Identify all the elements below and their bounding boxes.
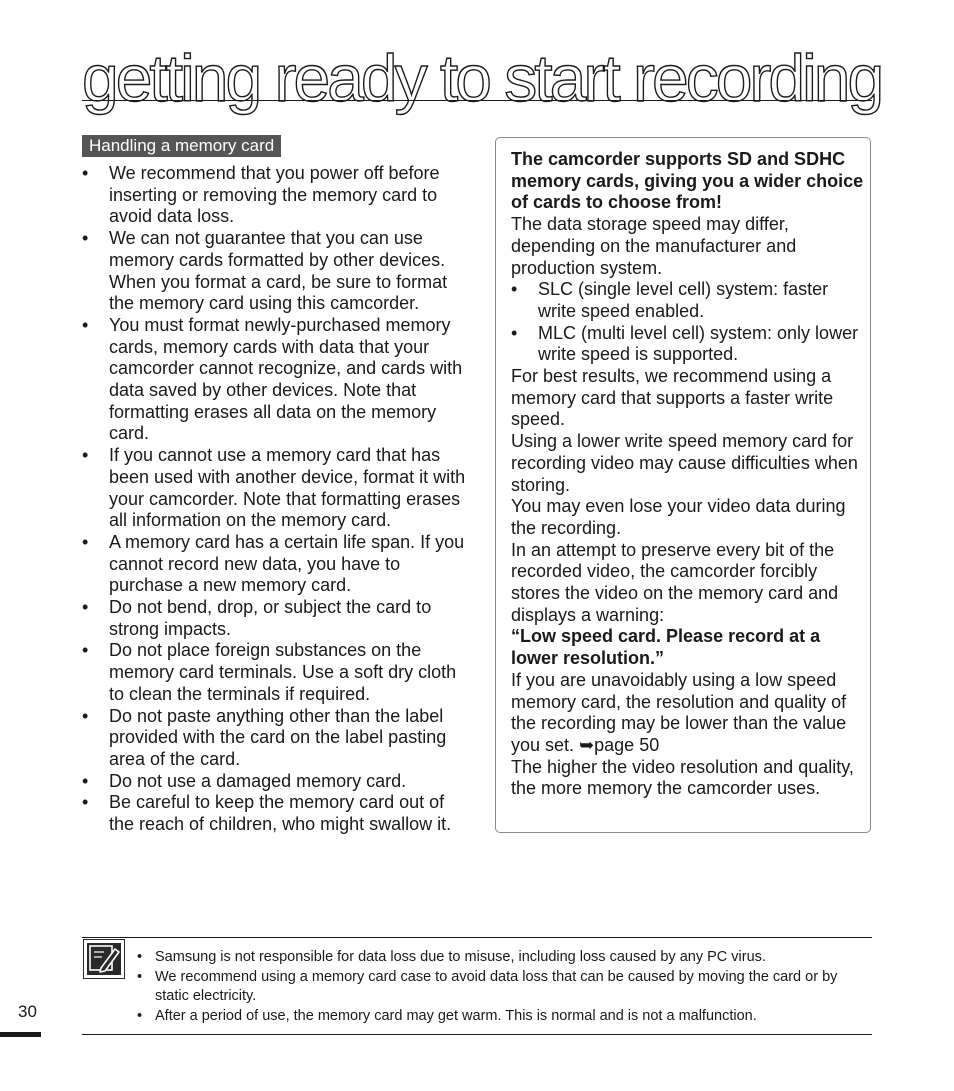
note-list [137,948,872,1026]
list-item: • We can not guarantee that you can use memory cards formatted by other devices. When you format a card, be sure to format the memory card using this camcorder. [82,228,472,315]
list-item: • Samsung is not responsible for data loss due to misuse, including loss caused by any PC virus. [137,948,872,968]
list-item: • You must format newly-purchased memory cards, memory cards with data that your camcorder cannot recognize, and cards with data saved by other devices. Note that formatting erases all data on the memory card. [82,315,472,445]
page-number: 30 [18,1002,37,1021]
info-box-paragraph-text: If you are unavoidably using a low speed memory card, the resolution and quality of the recording may be lower than the value you set. [511,669,847,755]
list-item: • After a period of use, the memory card may get warm. This is normal and is not a malfunction. [137,1007,872,1027]
list-item: • Do not paste anything other than the label provided with the card on the label pasting area of the card. [82,706,472,771]
list-item: • If you cannot use a memory card that has been used with another device, format it with your camcorder. Note that formatting erases all information on the memory card. [82,445,472,532]
info-box-paragraph: You may even lose your video data during the recording. [511,496,846,538]
info-box-paragraph [511,670,866,757]
note-pencil-icon [84,940,124,978]
list-item: • Do not use a damaged memory card. [82,771,472,793]
list-item: • Be careful to keep the memory card out of the reach of children, who might swallow it. [82,792,472,835]
info-box [495,137,871,833]
list-item: • We recommend using a memory card case to avoid data loss that can be caused by moving the card or by static electricity. [137,968,872,1007]
title-rule [82,100,872,101]
list-item: • We recommend that you power off before inserting or removing the memory card to avoid data loss. [82,163,472,228]
info-box-heading: The camcorder supports SD and SDHC memory cards, giving you a wider choice of cards to choose from! [511,149,864,213]
info-box-list [511,279,866,366]
list-item: • Do not bend, drop, or subject the card to strong impacts. [82,597,472,640]
list-item: • SLC (single level cell) system: faster write speed enabled. [511,279,866,322]
memory-card-handling-list [82,163,472,836]
info-box-paragraph: In an attempt to preserve every bit of the recorded video, the camcorder forcibly stores the video on the memory card and displays a warning: [511,539,839,625]
list-item: • MLC (multi level cell) system: only lower write speed is supported. [511,323,866,366]
note-top-rule [82,937,872,938]
info-box-paragraph: Using a lower write speed memory card for recording video may cause difficulties when storing. [511,431,858,495]
list-item: • A memory card has a certain life span. If you cannot record new data, you have to purchase a new memory card. [82,532,472,597]
note-bottom-rule [82,1034,872,1035]
info-box-intro: The data storage speed may differ, depending on the manufacturer and production system. [511,214,797,278]
info-box-paragraph: For best results, we recommend using a memory card that supports a faster write speed. [511,366,834,430]
warning-message: “Low speed card. Please record at a lower resolution.” [511,626,821,669]
page-number-rule [0,1032,41,1037]
page-reference-link[interactable]: ➥page 50 [579,734,660,755]
list-item: • Do not place foreign substances on the memory card terminals. Use a soft dry cloth to clean the terminals if required. [82,640,472,705]
note-pencil-icon-graphic [87,943,121,975]
info-box-paragraph: The higher the video resolution and quality, the more memory the camcorder uses. [511,756,854,799]
page-title: getting ready to start recording [82,41,882,115]
section-heading: Handling a memory card [82,135,281,157]
